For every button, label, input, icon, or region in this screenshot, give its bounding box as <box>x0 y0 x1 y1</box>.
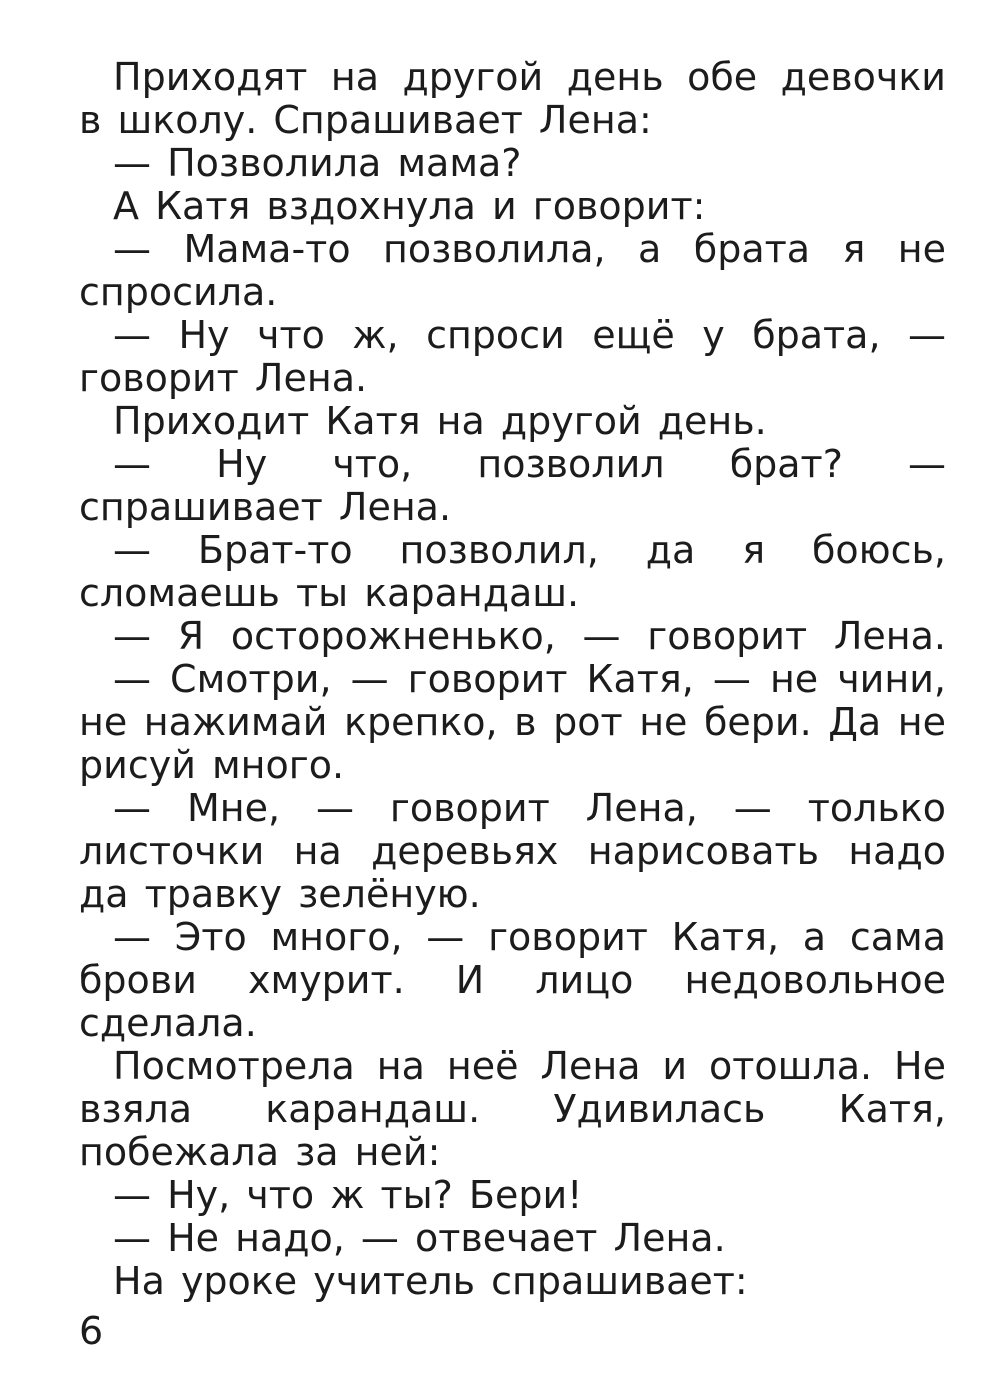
paragraph-4: — Мама-то позволила, а брата я не спросила. <box>79 227 946 314</box>
paragraph-9: — Я осторожненько, — говорит Лена. <box>113 614 946 658</box>
paragraph-12: — Это много, — говорит Катя, а сама брови хмурит. И лицо недовольное сделала. <box>79 915 946 1045</box>
paragraph-8: — Брат-то позволил, да я боюсь, сломаешь ты карандаш. <box>79 528 946 615</box>
paragraph-15: — Не надо, — отвечает Лена. <box>113 1216 726 1260</box>
paragraph-6: Приходит Катя на другой день. <box>113 399 767 443</box>
paragraph-10: — Смотри, — говорит Катя, — не чини, не нажимай крепко, в рот не бери. Да не рисуй много. <box>79 657 946 787</box>
paragraph-3: А Катя вздохнула и говорит: <box>113 184 706 228</box>
page-number: 6 <box>79 1309 104 1353</box>
story-text <box>79 56 946 1303</box>
paragraph-1: Приходят на другой день обе девочки в школу. Спрашивает Лена: <box>79 55 946 142</box>
paragraph-11: — Мне, — говорит Лена, — только листочки на деревьях нарисовать надо да травку зелёную. <box>79 786 946 916</box>
paragraph-13: Посмотрела на неё Лена и отошла. Не взяла карандаш. Удивилась Катя, побежала за ней: <box>79 1044 946 1174</box>
paragraph-14: — Ну, что ж ты? Бери! <box>113 1173 583 1217</box>
paragraph-7: — Ну что, позволил брат? — спрашивает Лена. <box>79 442 946 529</box>
paragraph-2: — Позволила мама? <box>113 141 522 185</box>
paragraph-5: — Ну что ж, спроси ещё у брата, — говорит Лена. <box>79 313 946 400</box>
paragraph-16: На уроке учитель спрашивает: <box>113 1259 748 1303</box>
